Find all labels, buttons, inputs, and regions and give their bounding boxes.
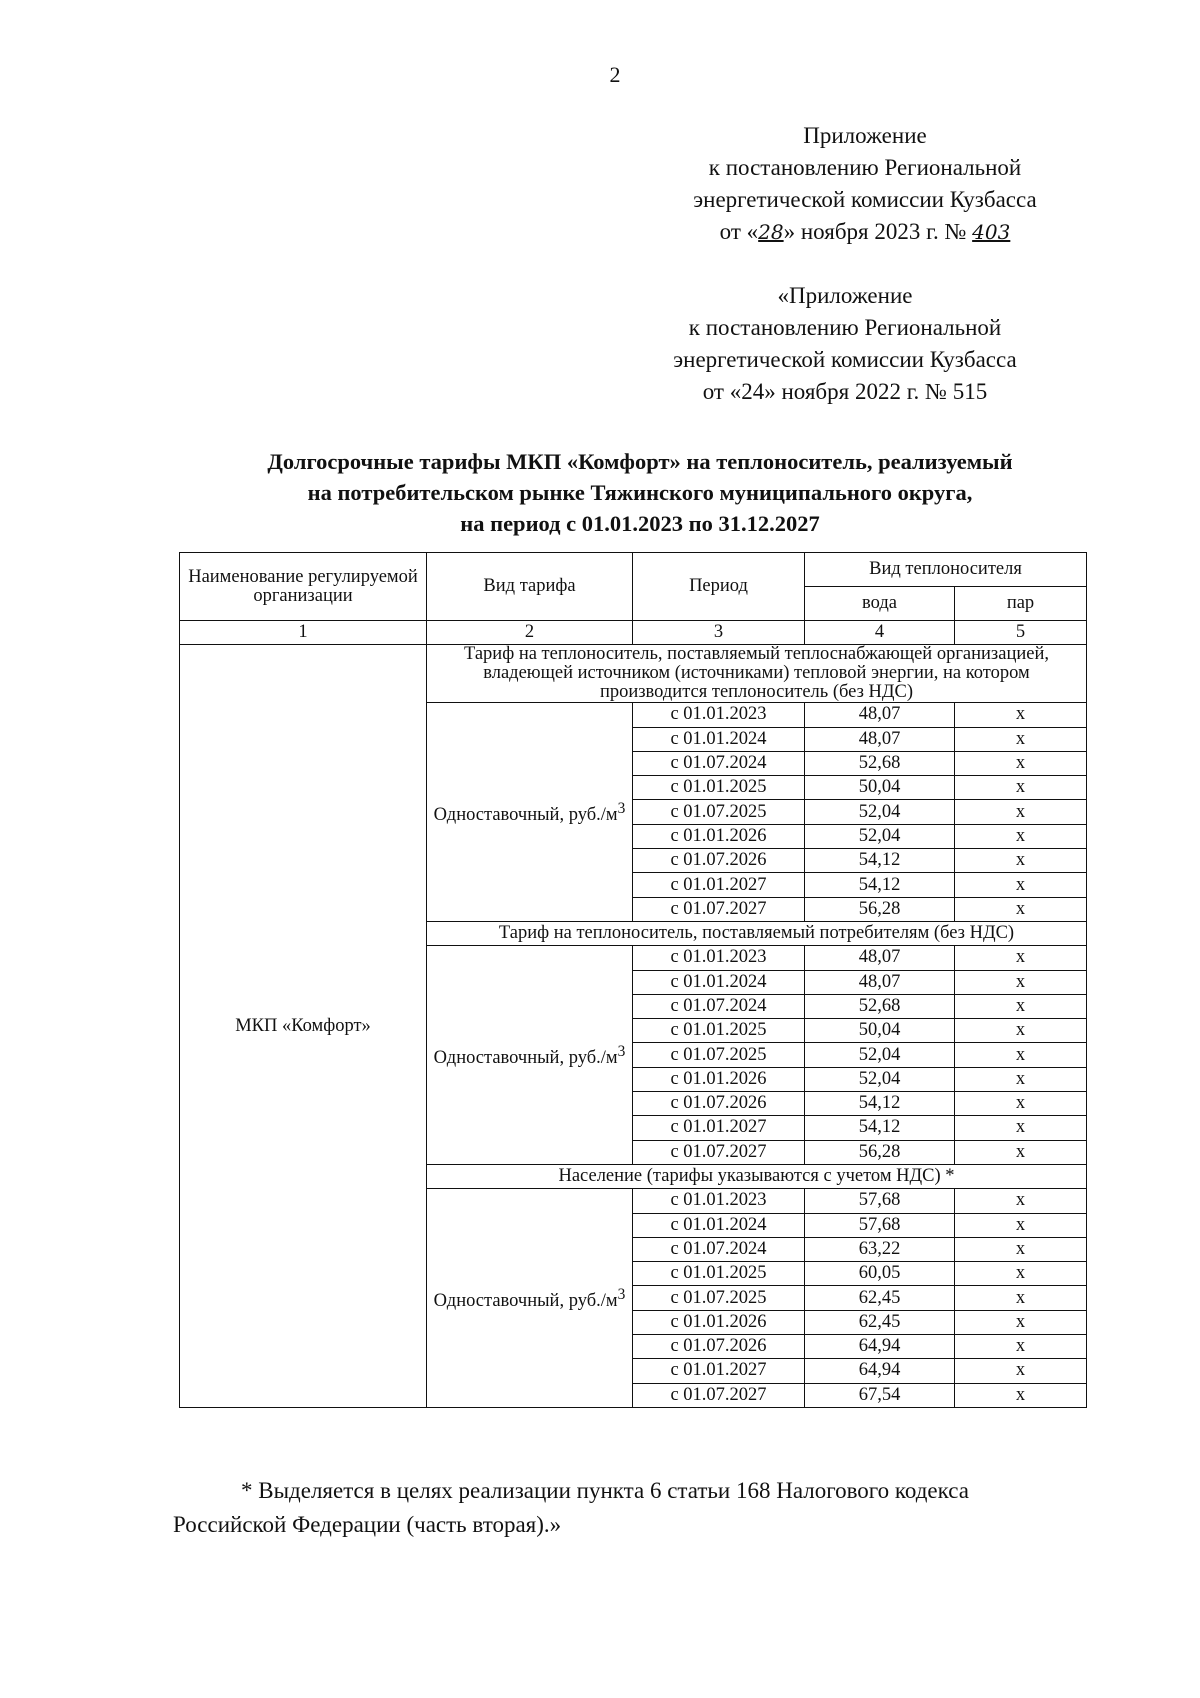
water-value: 60,05 <box>805 1262 955 1286</box>
header-org: Наименование регулируемой организации <box>180 553 427 621</box>
water-value: 52,04 <box>805 1043 955 1067</box>
period-cell: с 01.01.2027 <box>633 1359 805 1383</box>
column-number: 5 <box>955 621 1087 645</box>
period-cell: с 01.07.2025 <box>633 1043 805 1067</box>
water-value: 54,12 <box>805 1116 955 1140</box>
steam-value: х <box>955 824 1087 848</box>
period-cell: с 01.01.2027 <box>633 873 805 897</box>
tariff-type-label: Одноставочный, руб./м <box>433 1291 618 1312</box>
previous-appendix-line: энергетической комиссии Кузбасса <box>673 347 1017 372</box>
organization-name: МКП «Комфорт» <box>180 645 427 1408</box>
water-value: 57,68 <box>805 1189 955 1213</box>
header-water: вода <box>805 587 955 621</box>
previous-appendix-header <box>630 280 1060 408</box>
water-value: 52,68 <box>805 994 955 1018</box>
water-value: 56,28 <box>805 897 955 921</box>
water-value: 54,12 <box>805 849 955 873</box>
steam-value: х <box>955 1067 1087 1091</box>
water-value: 48,07 <box>805 703 955 727</box>
water-value: 67,54 <box>805 1383 955 1407</box>
steam-value: х <box>955 776 1087 800</box>
appendix-header-line: Приложение <box>803 123 927 148</box>
tariff-type <box>427 946 633 1165</box>
steam-value: х <box>955 994 1087 1018</box>
footnote-line: * Выделяется в целях реализации пункта 6 статьи 168 Налогового кодекса <box>241 1478 969 1503</box>
handwritten-number: 403 <box>972 220 1011 244</box>
previous-appendix-line: к постановлению Региональной <box>688 315 1002 340</box>
period-cell: с 01.01.2025 <box>633 1262 805 1286</box>
title-line: на период с 01.01.2023 по 31.12.2027 <box>460 511 820 536</box>
water-value: 48,07 <box>805 970 955 994</box>
water-value: 52,04 <box>805 824 955 848</box>
period-cell: с 01.07.2024 <box>633 994 805 1018</box>
period-cell: с 01.01.2026 <box>633 1310 805 1334</box>
steam-value: х <box>955 1213 1087 1237</box>
steam-value: х <box>955 849 1087 873</box>
header-period: Период <box>633 553 805 621</box>
appendix-header-line: к постановлению Региональной <box>708 155 1022 180</box>
column-number-row <box>180 621 1087 645</box>
appendix-header-date <box>650 216 1080 248</box>
tariff-type-label: Одноставочный, руб./м <box>433 1048 618 1069</box>
appendix-header <box>650 120 1080 248</box>
document-title <box>150 446 1130 539</box>
period-cell: с 01.07.2027 <box>633 1383 805 1407</box>
section-header-row <box>180 645 1087 703</box>
period-cell: с 01.01.2027 <box>633 1116 805 1140</box>
steam-value: х <box>955 1359 1087 1383</box>
water-value: 54,12 <box>805 873 955 897</box>
steam-value: х <box>955 1043 1087 1067</box>
date-suffix: » ноября 2023 г. № <box>783 219 967 244</box>
steam-value: х <box>955 751 1087 775</box>
title-line: Долгосрочные тарифы МКП «Комфорт» на теплоноситель, реализуемый <box>267 449 1013 474</box>
column-number: 1 <box>180 621 427 645</box>
tariff-type-label: Одноставочный, руб./м <box>433 805 618 826</box>
steam-value: х <box>955 1335 1087 1359</box>
period-cell: с 01.07.2026 <box>633 1335 805 1359</box>
water-value: 64,94 <box>805 1359 955 1383</box>
unit-exponent: 3 <box>617 1043 626 1061</box>
steam-value: х <box>955 897 1087 921</box>
section-title: Тариф на теплоноситель, поставляемый потребителям (без НДС) <box>427 921 1087 945</box>
water-value: 48,07 <box>805 727 955 751</box>
period-cell: с 01.01.2023 <box>633 946 805 970</box>
water-value: 64,94 <box>805 1335 955 1359</box>
period-cell: с 01.01.2023 <box>633 1189 805 1213</box>
water-value: 52,68 <box>805 751 955 775</box>
water-value: 50,04 <box>805 776 955 800</box>
period-cell: с 01.01.2025 <box>633 1019 805 1043</box>
steam-value: х <box>955 970 1087 994</box>
steam-value: х <box>955 1310 1087 1334</box>
previous-appendix-line: «Приложение <box>777 283 913 308</box>
steam-value: х <box>955 1019 1087 1043</box>
period-cell: с 01.01.2026 <box>633 824 805 848</box>
handwritten-day: 28 <box>758 220 784 244</box>
unit-exponent: 3 <box>617 800 626 818</box>
title-line: на потребительском рынке Тяжинского муниципального округа, <box>307 480 973 505</box>
water-value: 57,68 <box>805 1213 955 1237</box>
steam-value: х <box>955 946 1087 970</box>
period-cell: с 01.07.2026 <box>633 849 805 873</box>
period-cell: с 01.01.2024 <box>633 1213 805 1237</box>
steam-value: х <box>955 1189 1087 1213</box>
section-title: Население (тарифы указываются с учетом НДС) * <box>427 1164 1087 1188</box>
unit-exponent: 3 <box>617 1285 626 1303</box>
steam-value: х <box>955 800 1087 824</box>
previous-appendix-line: от «24» ноября 2022 г. № 515 <box>702 379 988 404</box>
period-cell: с 01.01.2024 <box>633 970 805 994</box>
table-header-row <box>180 553 1087 587</box>
period-cell: с 01.07.2024 <box>633 751 805 775</box>
tariff-table <box>179 552 1087 1408</box>
water-value: 52,04 <box>805 1067 955 1091</box>
period-cell: с 01.07.2025 <box>633 1286 805 1310</box>
period-cell: с 01.07.2025 <box>633 800 805 824</box>
water-value: 56,28 <box>805 1140 955 1164</box>
header-steam: пар <box>955 587 1087 621</box>
steam-value: х <box>955 1286 1087 1310</box>
header-tariff-type: Вид тарифа <box>427 553 633 621</box>
column-number: 2 <box>427 621 633 645</box>
period-cell: с 01.01.2025 <box>633 776 805 800</box>
period-cell: с 01.01.2026 <box>633 1067 805 1091</box>
steam-value: х <box>955 1237 1087 1261</box>
footnote <box>173 1474 1133 1542</box>
water-value: 50,04 <box>805 1019 955 1043</box>
water-value: 62,45 <box>805 1286 955 1310</box>
steam-value: х <box>955 1140 1087 1164</box>
tariff-type <box>427 1189 633 1408</box>
period-cell: с 01.07.2026 <box>633 1092 805 1116</box>
section-title: Тариф на теплоноситель, поставляемый теплоснабжающей организацией, владеющей источником (источниками) тепловой энергии, на котором производится теплоноситель (без НДС) <box>427 645 1087 703</box>
header-carrier: Вид теплоносителя <box>805 553 1087 587</box>
steam-value: х <box>955 727 1087 751</box>
appendix-header-line: энергетической комиссии Кузбасса <box>693 187 1037 212</box>
tariff-type <box>427 703 633 922</box>
water-value: 52,04 <box>805 800 955 824</box>
steam-value: х <box>955 1383 1087 1407</box>
column-number: 4 <box>805 621 955 645</box>
steam-value: х <box>955 873 1087 897</box>
period-cell: с 01.07.2024 <box>633 1237 805 1261</box>
steam-value: х <box>955 1262 1087 1286</box>
page-number: 2 <box>609 62 621 87</box>
period-cell: с 01.01.2023 <box>633 703 805 727</box>
period-cell: с 01.07.2027 <box>633 1140 805 1164</box>
water-value: 48,07 <box>805 946 955 970</box>
water-value: 62,45 <box>805 1310 955 1334</box>
period-cell: с 01.07.2027 <box>633 897 805 921</box>
steam-value: х <box>955 1092 1087 1116</box>
period-cell: с 01.01.2024 <box>633 727 805 751</box>
steam-value: х <box>955 1116 1087 1140</box>
footnote-line: Российской Федерации (часть вторая).» <box>173 1512 562 1537</box>
steam-value: х <box>955 703 1087 727</box>
date-prefix: от « <box>719 219 759 244</box>
water-value: 54,12 <box>805 1092 955 1116</box>
column-number: 3 <box>633 621 805 645</box>
water-value: 63,22 <box>805 1237 955 1261</box>
